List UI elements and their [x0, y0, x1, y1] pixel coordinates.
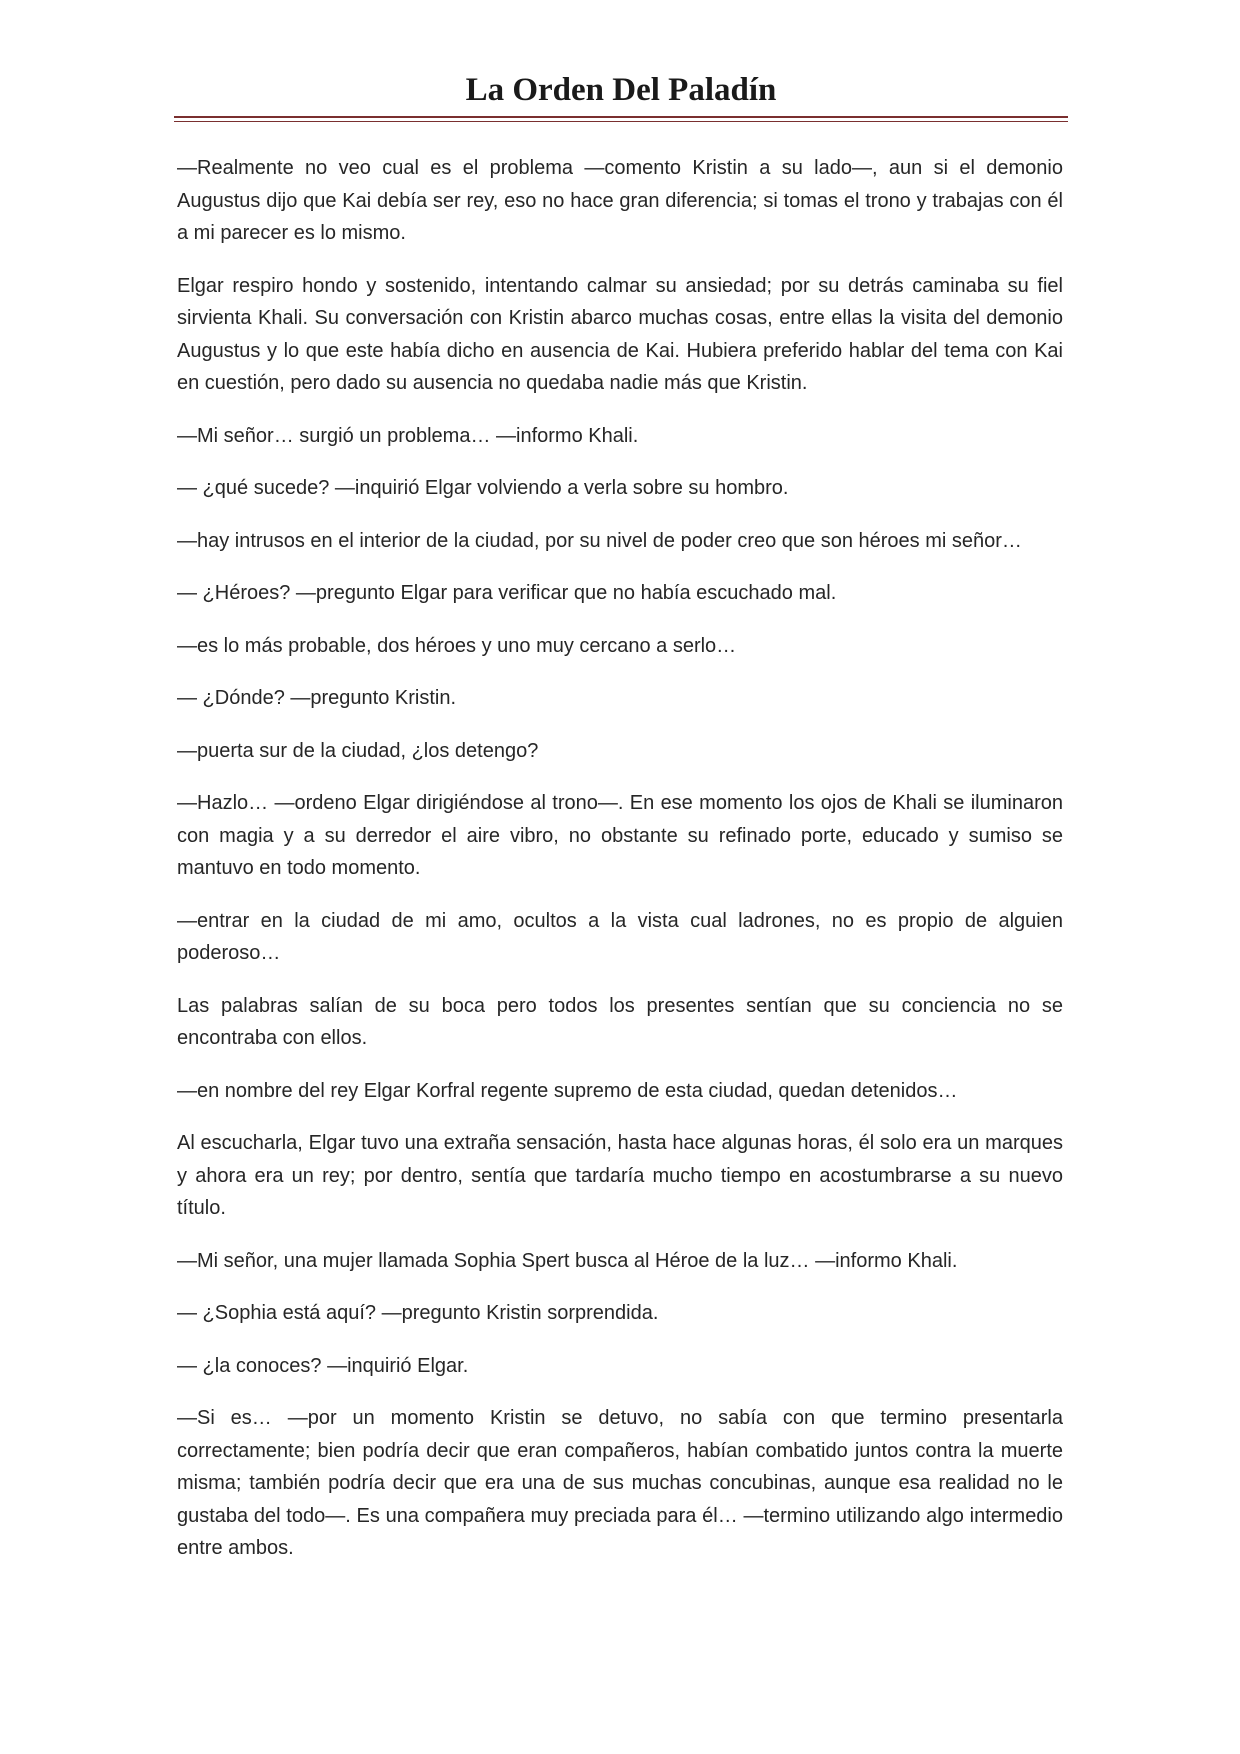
paragraph: —Hazlo… —ordeno Elgar dirigiéndose al trono—. En ese momento los ojos de Khali se iluminaron con magia y a su derredor el aire vibro, no obstante su refinado porte, educado y sumiso se mantuvo en todo momento.	[177, 792, 1063, 879]
paragraph: —en nombre del rey Elgar Korfral regente supremo de esta ciudad, quedan detenidos…	[177, 1079, 958, 1102]
header-divider	[174, 116, 1068, 118]
paragraph: — ¿la conoces? —inquirió Elgar.	[177, 1354, 469, 1377]
paragraph: — ¿Héroes? —pregunto Elgar para verificar que no había escuchado mal.	[177, 582, 837, 604]
paragraph: —Mi señor… surgió un problema… —informo Khali.	[177, 424, 639, 447]
paragraph: — ¿Dónde? —pregunto Kristin.	[177, 687, 457, 709]
page-title: La Orden Del Paladín	[465, 72, 777, 108]
paragraph: — ¿Sophia está aquí? —pregunto Kristin sorprendida.	[177, 1302, 659, 1324]
page-header	[174, 70, 1068, 122]
paragraph: —Mi señor, una mujer llamada Sophia Spert busca al Héroe de la luz… —informo Khali.	[177, 1249, 958, 1272]
paragraph: — ¿qué sucede? —inquirió Elgar volviendo a verla sobre su hombro.	[177, 477, 789, 499]
paragraph: Elgar respiro hondo y sostenido, intentando calmar su ansiedad; por su detrás caminaba su fiel sirvienta Khali. Su conversación con Kristin abarco muchas cosas, entre ellas la visita del demonio Augustus y lo que este había dicho en ausencia de Kai. Hubiera preferido hablar del tema con Kai en cuestión, pero dado su ausencia no quedaba nadie más que Kristin.	[177, 274, 1063, 394]
paragraph: Al escucharla, Elgar tuvo una extraña sensación, hasta hace algunas horas, él solo era un marques y ahora era un rey; por dentro, sentía que tardaría mucho tiempo en acostumbrarse a su nuevo título.	[177, 1132, 1063, 1219]
paragraph: —Si es… —por un momento Kristin se detuvo, no sabía con que termino presentarla correctamente; bien podría decir que eran compañeros, habían combatido juntos contra la muerte misma; también podría decir que era una de sus muchas concubinas, aunque esa realidad no le gustaba del todo—. Es una compañera muy preciada para él… —termino utilizando algo intermedio entre ambos.	[177, 1407, 1063, 1559]
paragraph: —Realmente no veo cual es el problema —comento Kristin a su lado—, aun si el demonio Augustus dijo que Kai debía ser rey, eso no hace gran diferencia; si tomas el trono y trabajas con él a mi parecer es lo mismo.	[177, 157, 1063, 244]
paragraph: —es lo más probable, dos héroes y uno muy cercano a serlo…	[177, 634, 737, 657]
body-text	[177, 152, 1063, 1585]
paragraph: —entrar en la ciudad de mi amo, ocultos a la vista cual ladrones, no es propio de alguien poderoso…	[177, 909, 1063, 964]
paragraph: Las palabras salían de su boca pero todos los presentes sentían que su conciencia no se encontraba con ellos.	[177, 994, 1063, 1049]
paragraph: —puerta sur de la ciudad, ¿los detengo?	[177, 739, 539, 762]
header-divider-thin	[174, 121, 1068, 122]
paragraph: —hay intrusos en el interior de la ciudad, por su nivel de poder creo que son héroes mi señor…	[177, 529, 1022, 552]
